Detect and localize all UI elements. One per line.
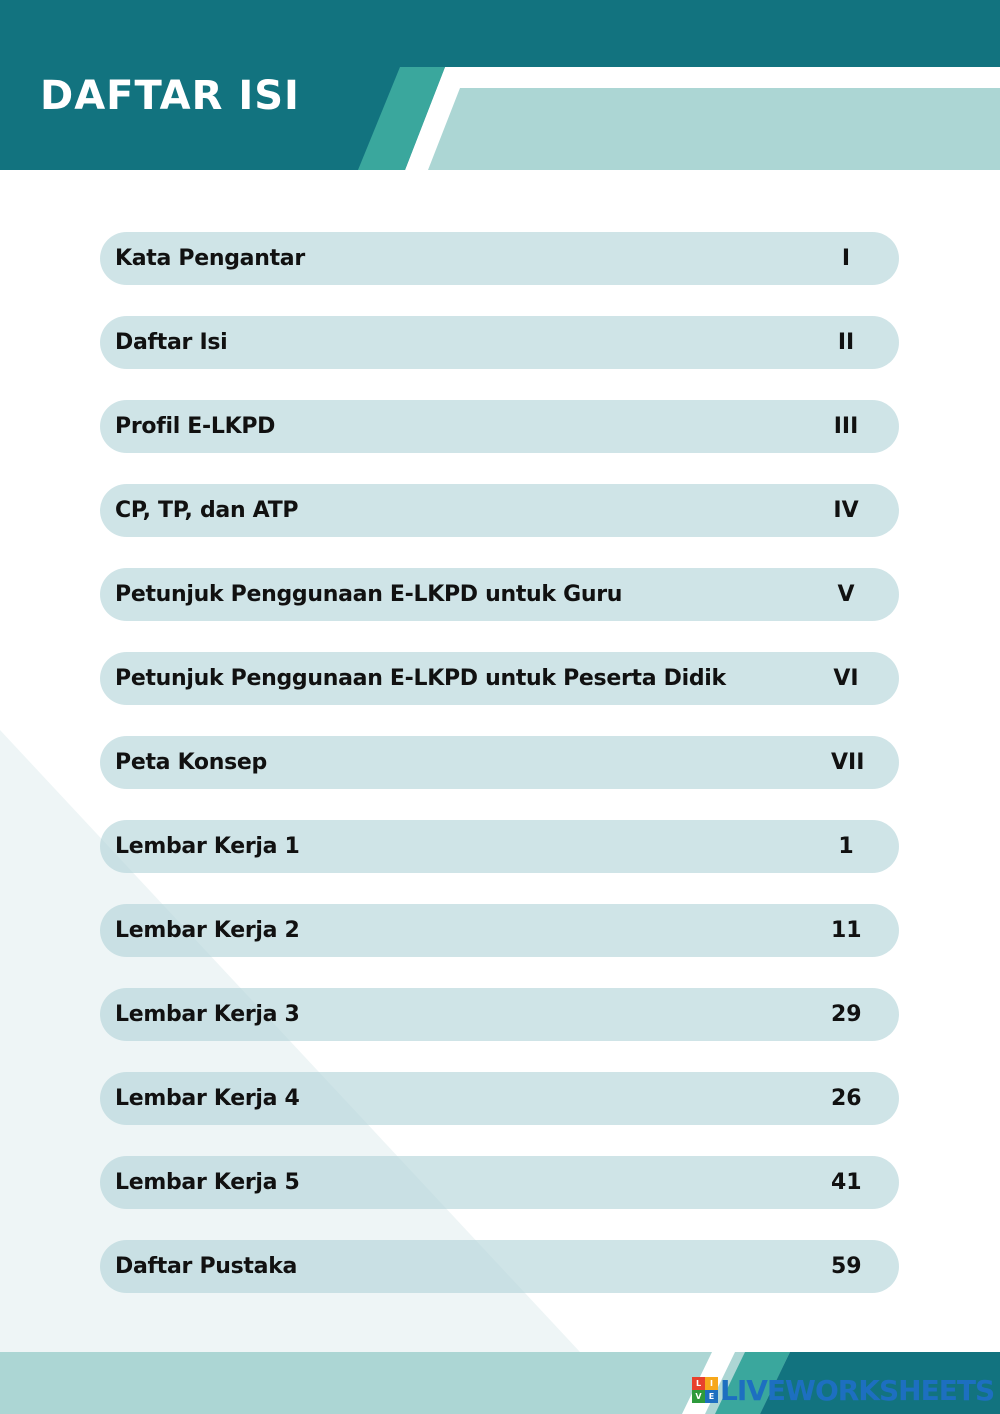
toc-row bbox=[100, 904, 899, 957]
toc-entry-label: Daftar Isi bbox=[115, 330, 228, 355]
liveworksheets-logo-icon: L I V E bbox=[692, 1377, 718, 1403]
toc-page-number: V bbox=[837, 582, 855, 607]
toc-entry-label: Daftar Pustaka bbox=[115, 1254, 298, 1279]
page-title: DAFTAR ISI bbox=[40, 73, 300, 119]
toc-row bbox=[100, 1240, 899, 1293]
toc-page-number: IV bbox=[833, 498, 859, 523]
toc-page-number: 41 bbox=[831, 1170, 862, 1195]
toc-row bbox=[100, 652, 899, 705]
toc-row bbox=[100, 484, 899, 537]
toc-entry-label: Kata Pengantar bbox=[115, 246, 305, 271]
toc-row bbox=[100, 568, 899, 621]
toc-row bbox=[100, 1156, 899, 1209]
toc-page-number: 59 bbox=[831, 1254, 862, 1279]
toc-page-number: 11 bbox=[831, 918, 862, 943]
toc-entry-label: Lembar Kerja 5 bbox=[115, 1170, 300, 1195]
toc-entry-label: Lembar Kerja 3 bbox=[115, 1002, 300, 1027]
watermark-text: LIVEWORKSHEETS bbox=[720, 1373, 995, 1407]
toc-entry-label: Petunjuk Penggunaan E-LKPD untuk Guru bbox=[115, 582, 623, 607]
toc-entry-label: Petunjuk Penggunaan E-LKPD untuk Peserta Didik bbox=[115, 666, 726, 691]
toc-entry-label: Profil E-LKPD bbox=[115, 414, 276, 439]
toc-page-number: 29 bbox=[831, 1002, 862, 1027]
toc-page-number: II bbox=[837, 330, 855, 355]
toc-row bbox=[100, 736, 899, 789]
table-of-contents bbox=[100, 232, 899, 1324]
toc-entry-label: Peta Konsep bbox=[115, 750, 267, 775]
toc-page-number: III bbox=[833, 414, 859, 439]
toc-row bbox=[100, 232, 899, 285]
toc-page-number: VI bbox=[833, 666, 859, 691]
toc-page-number: VII bbox=[831, 750, 865, 775]
toc-row bbox=[100, 820, 899, 873]
header-light-block bbox=[428, 88, 1000, 170]
toc-entry-label: Lembar Kerja 1 bbox=[115, 834, 300, 859]
toc-row bbox=[100, 988, 899, 1041]
toc-page-number: 26 bbox=[831, 1086, 862, 1111]
toc-row bbox=[100, 1072, 899, 1125]
liveworksheets-watermark bbox=[692, 1374, 994, 1406]
toc-page-number: 1 bbox=[838, 834, 854, 859]
toc-row bbox=[100, 400, 899, 453]
toc-entry-label: Lembar Kerja 2 bbox=[115, 918, 300, 943]
toc-page-number: I bbox=[841, 246, 851, 271]
toc-entry-label: CP, TP, dan ATP bbox=[115, 498, 299, 523]
toc-entry-label: Lembar Kerja 4 bbox=[115, 1086, 300, 1111]
toc-row bbox=[100, 316, 899, 369]
